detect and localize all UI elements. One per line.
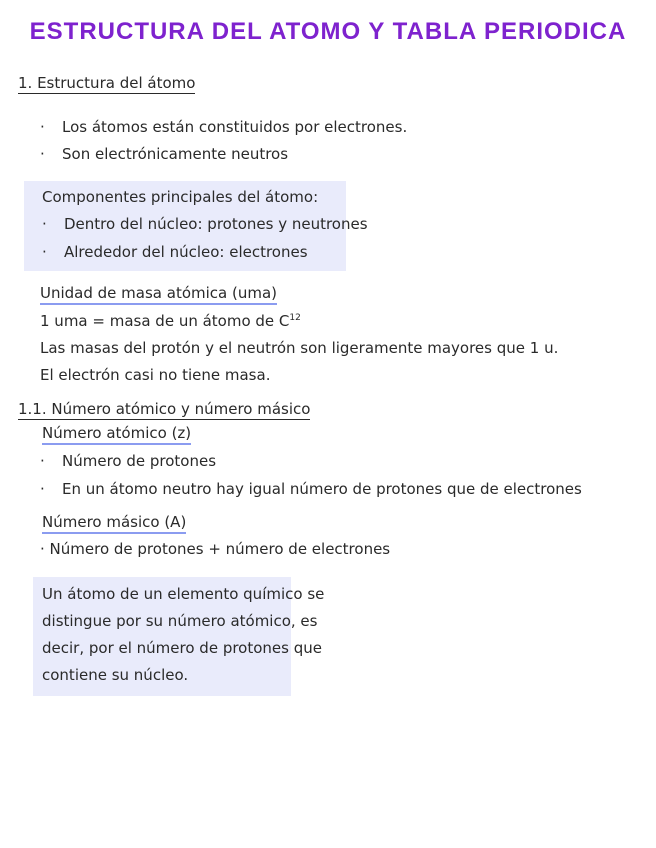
definition-line: contiene su núcleo.	[42, 666, 189, 684]
bullet-icon: ·	[40, 145, 45, 163]
definition-line: Un átomo de un elemento químico se	[42, 585, 325, 603]
list-item-text: Dentro del núcleo: protones y neutrones	[64, 215, 368, 233]
list-item-text: En un átomo neutro hay igual número de protones que de electrones	[62, 480, 582, 498]
list-item-text: Alrededor del núcleo: electrones	[64, 243, 308, 261]
page-title: ESTRUCTURA DEL ATOMO Y TABLA PERIODICA	[29, 18, 627, 45]
uma-heading: Unidad de masa atómica (uma)	[40, 284, 277, 305]
section-1-1-heading: 1.1. Número atómico y número másico	[18, 400, 311, 418]
bullet-icon: ·	[42, 215, 47, 233]
list-item-text: Los átomos están constituidos por electrones.	[62, 118, 408, 136]
definition-line: distingue por su número atómico, es	[42, 612, 318, 630]
mass-number-heading: Número másico (A)	[42, 513, 186, 534]
definition-line: decir, por el número de protones que	[42, 639, 322, 657]
mass-number-definition: · Número de protones + número de electrones	[40, 540, 391, 558]
uma-superscript: 12	[289, 313, 301, 323]
list-item	[42, 215, 368, 233]
uma-definition-text: 1 uma = masa de un átomo de C	[40, 312, 290, 330]
list-item	[42, 243, 308, 261]
bullet-icon: ·	[40, 480, 45, 498]
section-1-heading: 1. Estructura del átomo	[18, 74, 196, 92]
uma-line-2: Las masas del protón y el neutrón son ligeramente mayores que 1 u.	[40, 339, 559, 357]
bullet-icon: ·	[40, 452, 45, 470]
list-item	[40, 118, 407, 136]
uma-definition	[40, 312, 301, 330]
uma-line-3: El electrón casi no tiene masa.	[40, 366, 271, 384]
atomic-number-heading: Número atómico (z)	[42, 424, 191, 445]
list-item	[40, 145, 288, 163]
list-item-text: Son electrónicamente neutros	[62, 145, 289, 163]
list-item	[40, 452, 216, 470]
bullet-icon: ·	[40, 118, 45, 136]
list-item	[40, 480, 582, 498]
components-heading: Componentes principales del átomo:	[42, 188, 319, 206]
list-item-text: Número de protones	[62, 452, 217, 470]
bullet-icon: ·	[42, 243, 47, 261]
